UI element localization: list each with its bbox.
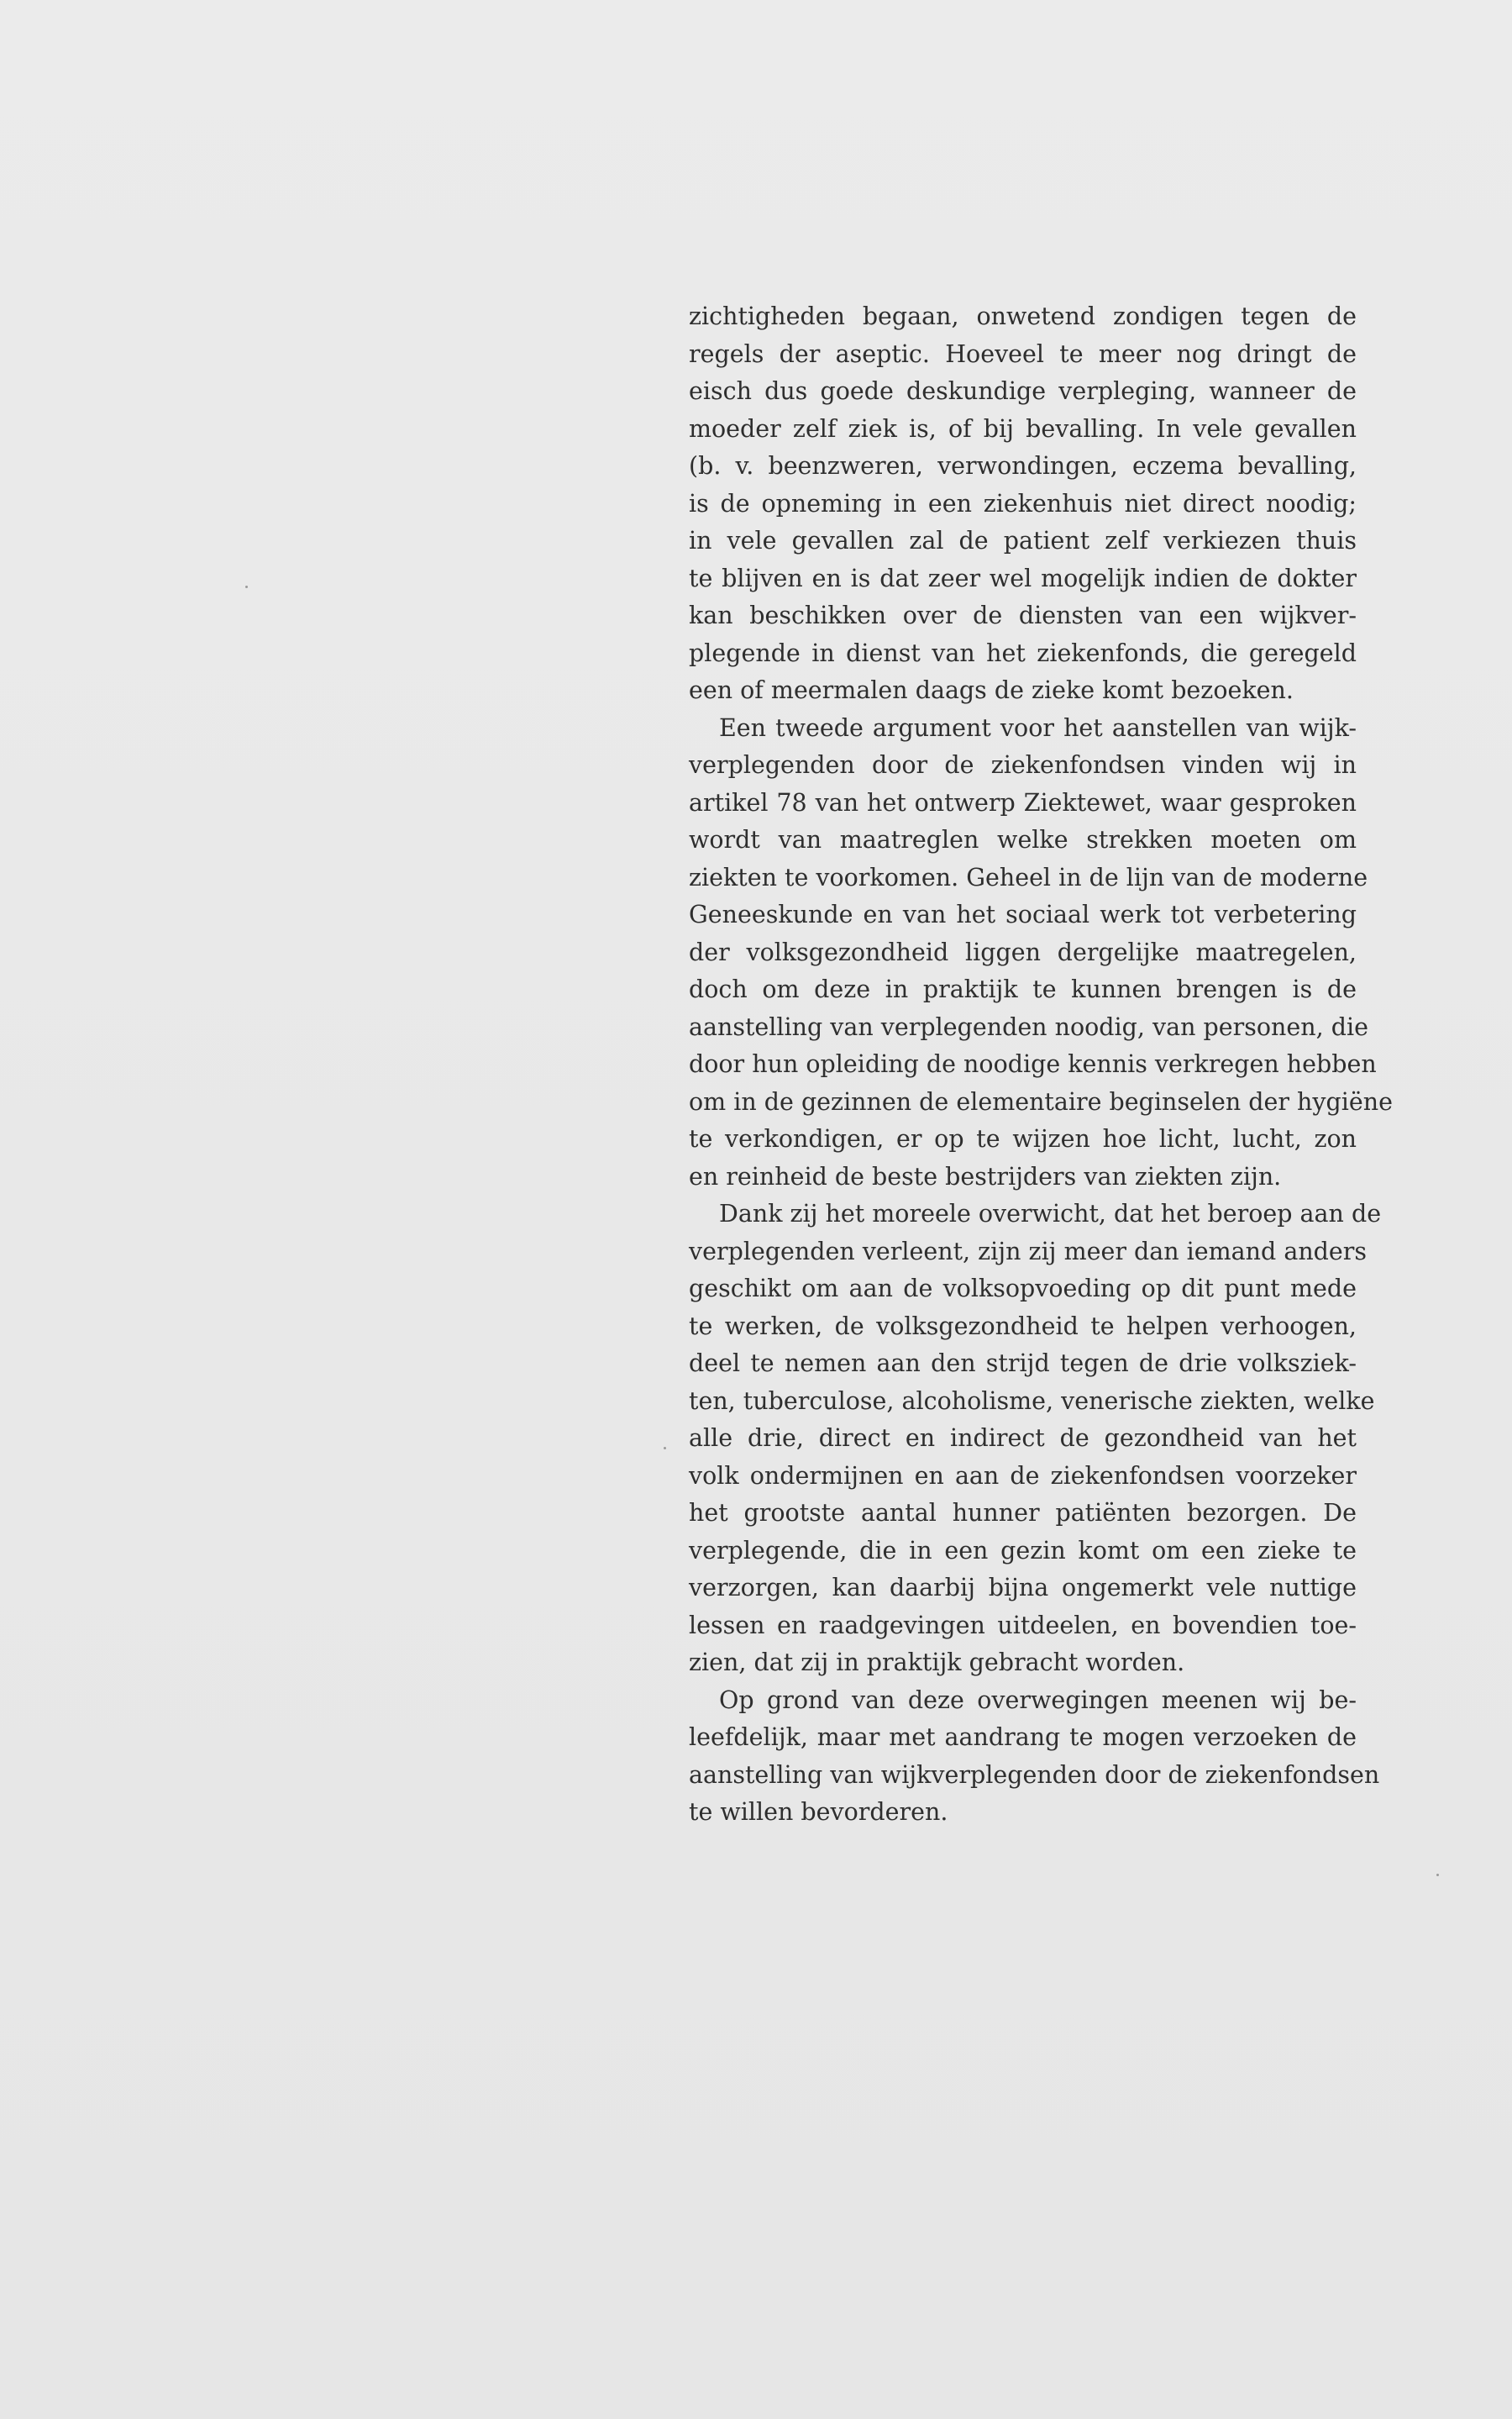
text-line: en reinheid de beste bestrijders van ziekten zijn.	[689, 1162, 1282, 1191]
text-line: Op grond van deze overwegingen meenen wij be-	[719, 1685, 1357, 1714]
text-line: leefdelijk, maar met aandrang te mogen verzoeken de	[689, 1723, 1357, 1751]
text-line: ten, tuberculose, alcoholisme, venerische ziekten, welke	[689, 1386, 1375, 1415]
text-line: zichtigheden begaan, onwetend zondigen tegen de	[689, 302, 1357, 330]
paragraph	[689, 298, 1357, 710]
text-line: te blijven en is dat zeer wel mogelijk indien de dokter	[689, 564, 1357, 592]
text-line: aanstelling van verplegenden noodig, van personen, die	[689, 1012, 1368, 1041]
paper-speck	[245, 586, 248, 588]
body-text	[689, 298, 1393, 1832]
text-line: der volksgezondheid liggen dergelijke maatregelen,	[689, 938, 1357, 966]
text-line: door hun opleiding de noodige kennis verkregen hebben	[689, 1050, 1377, 1078]
text-line: aanstelling van wijkverplegenden door de ziekenfondsen	[689, 1760, 1380, 1789]
text-line: verplegenden door de ziekenfondsen vinden wij in	[689, 751, 1357, 779]
text-line: alle drie, direct en indirect de gezondheid van het	[689, 1424, 1357, 1452]
paragraph	[689, 1682, 1380, 1832]
text-line: volk ondermijnen en aan de ziekenfondsen voorzeker	[689, 1461, 1357, 1490]
text-line: ziekten te voorkomen. Geheel in de lijn van de moderne	[689, 863, 1368, 891]
text-line: kan beschikken over de diensten van een wijkver-	[689, 602, 1357, 629]
text-line: eisch dus goede deskundige verpleging, wanneer de	[689, 377, 1357, 405]
text-line: artikel 78 van het ontwerp Ziektewet, waar gesproken	[689, 788, 1357, 817]
text-line: Geneeskunde en van het sociaal werk tot verbetering	[689, 901, 1357, 928]
text-line: te willen bevorderen.	[689, 1798, 948, 1826]
paragraph	[689, 1196, 1382, 1682]
paragraph	[689, 710, 1393, 1196]
text-line: moeder zelf ziek is, of bij bevalling. In vele gevallen	[689, 414, 1357, 443]
text-line: deel te nemen aan den strijd tegen de drie volksziek-	[689, 1349, 1357, 1377]
text-line: verplegenden verleent, zijn zij meer dan iemand anders	[689, 1237, 1368, 1265]
text-line: om in de gezinnen de elementaire beginselen der hygiëne	[689, 1087, 1393, 1116]
text-line: verplegende, die in een gezin komt om een zieke te	[689, 1536, 1357, 1564]
text-line: regels der aseptic. Hoeveel te meer nog dringt de	[689, 339, 1357, 368]
text-line: verzorgen, kan daarbij bijna ongemerkt vele nuttige	[689, 1574, 1357, 1601]
text-line: Dank zij het moreele overwicht, dat het beroep aan de	[719, 1200, 1382, 1228]
text-line: wordt van maatreglen welke strekken moeten om	[689, 826, 1357, 854]
paper-speck	[664, 1447, 666, 1449]
text-line: (b. v. beenzweren, verwondingen, eczema bevalling,	[689, 452, 1357, 480]
text-line: het grootste aantal hunner patiënten bezorgen. De	[689, 1499, 1357, 1527]
text-line: Een tweede argument voor het aanstellen van wijk-	[719, 713, 1357, 742]
text-line: een of meermalen daags de zieke komt bezoeken.	[689, 676, 1294, 704]
text-line: doch om deze in praktijk te kunnen brengen is de	[689, 975, 1357, 1003]
text-line: plegende in dienst van het ziekenfonds, die geregeld	[689, 639, 1357, 667]
text-line: geschikt om aan de volksopvoeding op dit punt mede	[689, 1275, 1357, 1302]
paper-speck	[1436, 1874, 1439, 1876]
text-line: is de opneming in een ziekenhuis niet direct noodig;	[689, 489, 1357, 518]
text-line: zien, dat zij in praktijk gebracht worden.	[689, 1649, 1185, 1676]
text-line: lessen en raadgevingen uitdeelen, en bovendien toe-	[689, 1611, 1357, 1639]
text-line: te werken, de volksgezondheid te helpen verhoogen,	[689, 1312, 1357, 1340]
text-line: te verkondigen, er op te wijzen hoe licht, lucht, zon	[689, 1125, 1357, 1153]
text-line: in vele gevallen zal de patient zelf verkiezen thuis	[689, 527, 1357, 555]
